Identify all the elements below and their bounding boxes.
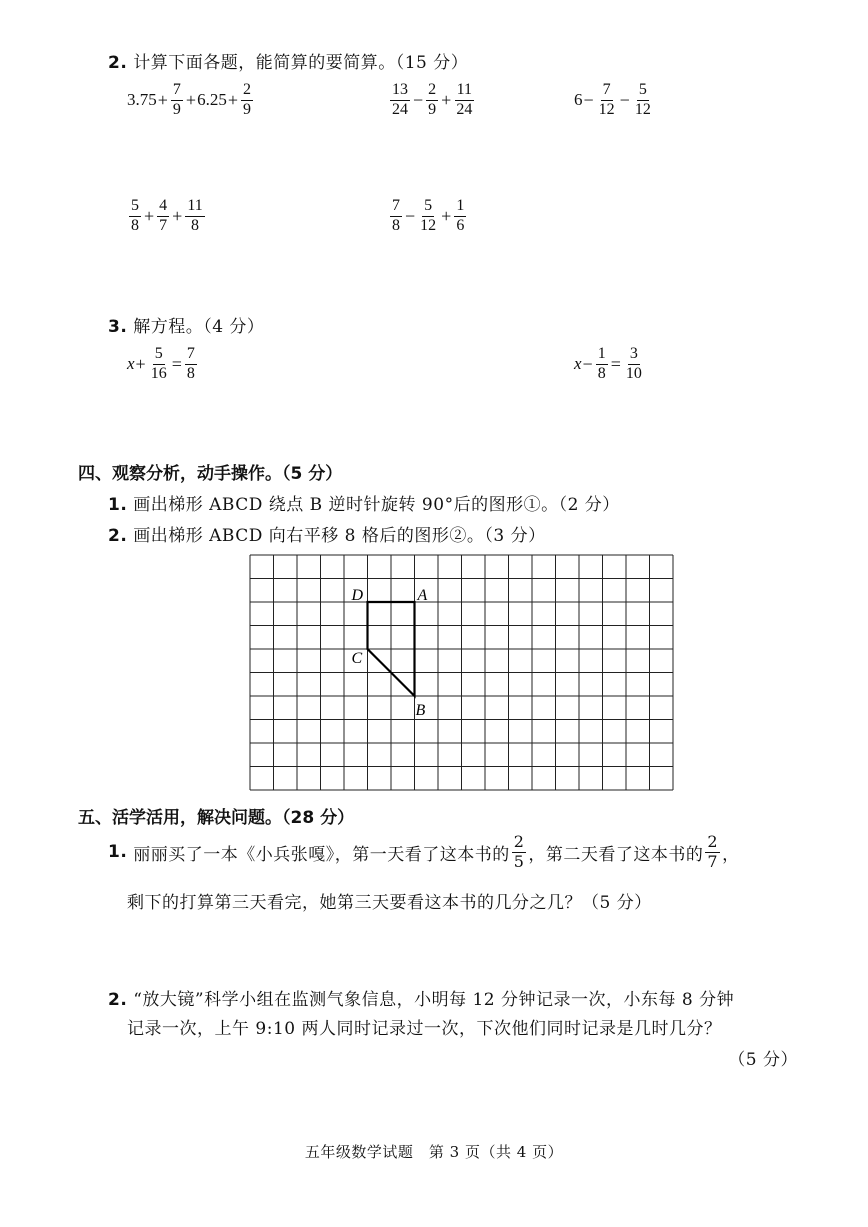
item-number: 1. — [108, 495, 128, 515]
numerator: 2 — [707, 832, 719, 851]
fraction — [171, 82, 183, 119]
denominator: 10 — [625, 364, 642, 382]
operator: + — [172, 205, 183, 226]
denominator: 8 — [131, 216, 139, 234]
fraction — [705, 834, 720, 871]
fraction — [454, 198, 466, 235]
operator: − — [583, 89, 594, 110]
q2-expression-2 — [388, 82, 476, 119]
fraction — [597, 82, 617, 119]
section5-title: 五、活学活用，解决问题。（28 分） — [78, 808, 355, 828]
problem-2-text-1: “放大镜”科学小组在监测气象信息，小明每 12 分钟记录一次，小东每 8 分钟 — [133, 990, 735, 1010]
fraction — [418, 198, 438, 235]
numerator: 3 — [628, 346, 640, 365]
q3-number: 3. — [108, 317, 128, 337]
q3-heading — [108, 312, 264, 337]
numerator: 4 — [157, 198, 169, 217]
operator: + — [135, 353, 146, 374]
equals-sign: = — [171, 353, 182, 374]
item-number: 2. — [108, 526, 128, 546]
section4-item-1 — [108, 490, 620, 515]
denominator: 9 — [428, 100, 437, 118]
numerator: 13 — [390, 82, 410, 101]
q2-heading — [108, 48, 468, 73]
page-footer: 五年级数学试题 第 3 页（共 4 页） — [304, 1143, 564, 1161]
problem-2-points: （5 分） — [728, 1050, 798, 1070]
problem-2-line-2: 记录一次，上午 9:10 两人同时记录过一次，下次他们同时记录是几时几分？ — [127, 1019, 722, 1039]
denominator: 24 — [392, 100, 408, 118]
section4-title: 四、观察分析，动手操作。（5 分） — [78, 464, 343, 484]
vertex-label-d: D — [351, 587, 364, 604]
fraction — [633, 82, 653, 119]
q2-expression-5 — [388, 198, 468, 235]
fraction — [390, 198, 402, 235]
fraction — [149, 346, 169, 383]
q3-equation-1 — [127, 346, 199, 383]
fraction — [129, 198, 141, 235]
denominator: 6 — [456, 216, 465, 234]
fraction — [624, 346, 644, 383]
denominator: 8 — [191, 216, 200, 234]
grid-lines — [250, 555, 673, 790]
problem-2-number: 2. — [108, 990, 128, 1010]
denominator: 7 — [159, 216, 168, 234]
denominator: 8 — [186, 364, 195, 382]
denominator: 5 — [513, 851, 525, 871]
numerator: 5 — [637, 82, 649, 101]
equals-sign: = — [610, 353, 621, 374]
vertex-label-b: B — [415, 702, 426, 719]
number: 6.25 — [197, 90, 227, 110]
q3-equation-2 — [574, 346, 646, 383]
numerator: 5 — [153, 346, 165, 365]
operator: − — [582, 353, 593, 374]
q3-title: 解方程。（4 分） — [133, 317, 265, 337]
variable: x — [127, 354, 135, 374]
fraction — [454, 82, 474, 119]
numerator: 7 — [390, 198, 402, 217]
problem-1-line-1 — [108, 834, 740, 871]
section4-item-2 — [108, 521, 546, 546]
fraction — [390, 82, 410, 119]
denominator: 8 — [392, 216, 400, 234]
denominator: 16 — [150, 364, 167, 382]
operator: + — [441, 89, 452, 110]
numerator: 7 — [185, 346, 197, 365]
denominator: 9 — [172, 100, 181, 118]
fraction — [185, 198, 204, 235]
q2-number: 2. — [108, 53, 128, 73]
number: 6 — [574, 90, 583, 110]
problem-1-text-b: ，第二天看了这本书的 — [528, 844, 704, 865]
problem-1-number: 1. — [108, 842, 128, 863]
denominator: 9 — [242, 100, 251, 118]
denominator: 12 — [634, 100, 651, 118]
denominator: 24 — [456, 100, 473, 118]
problem-1-text-a: 丽丽买了一本《小兵张嘎》，第一天看了这本书的 — [133, 844, 510, 865]
numerator: 2 — [241, 82, 253, 101]
denominator: 7 — [707, 851, 719, 871]
denominator: 12 — [598, 100, 615, 118]
numerator: 1 — [454, 198, 466, 217]
item-text: 画出梯形 ABCD 向右平移 8 格后的图形②。（3 分） — [133, 526, 546, 546]
fraction — [512, 834, 527, 871]
square-grid — [248, 553, 678, 795]
numerator: 11 — [455, 82, 474, 101]
fraction — [426, 82, 438, 119]
q2-title: 计算下面各题，能简算的要简算。（15 分） — [133, 53, 469, 73]
numerator: 5 — [129, 198, 141, 217]
fraction — [241, 82, 253, 119]
operator: − — [405, 205, 416, 226]
item-text: 画出梯形 ABCD 绕点 B 逆时针旋转 90°后的图形①。（2 分） — [133, 495, 620, 515]
fraction — [157, 198, 169, 235]
denominator: 8 — [597, 364, 606, 382]
denominator: 12 — [420, 216, 437, 234]
operator: + — [227, 89, 238, 110]
numerator: 11 — [185, 198, 204, 217]
numerator: 5 — [422, 198, 434, 217]
problem-1-text-c: ， — [722, 844, 740, 865]
variable: x — [574, 354, 582, 374]
operator: + — [185, 89, 197, 110]
operator: + — [144, 205, 155, 226]
numerator: 2 — [426, 82, 438, 101]
problem-2-line-1 — [108, 985, 734, 1010]
vertex-label-c: C — [351, 650, 363, 667]
operator: + — [441, 205, 452, 226]
number: 3.75 — [127, 90, 157, 110]
operator: − — [413, 89, 424, 110]
problem-1-line-2: 剩下的打算第三天看完，她第三天要看这本书的几分之几？（5 分） — [127, 893, 652, 913]
q2-expression-1 — [127, 82, 255, 119]
numerator: 7 — [601, 82, 613, 101]
numerator: 7 — [171, 82, 183, 101]
numerator: 2 — [513, 832, 525, 851]
fraction — [596, 346, 608, 383]
q2-expression-4 — [127, 198, 207, 235]
numerator: 1 — [596, 346, 608, 365]
vertex-label-a: A — [417, 587, 428, 604]
operator: + — [157, 89, 168, 110]
operator: − — [619, 89, 630, 110]
q2-expression-3 — [574, 82, 655, 119]
fraction — [185, 346, 197, 383]
